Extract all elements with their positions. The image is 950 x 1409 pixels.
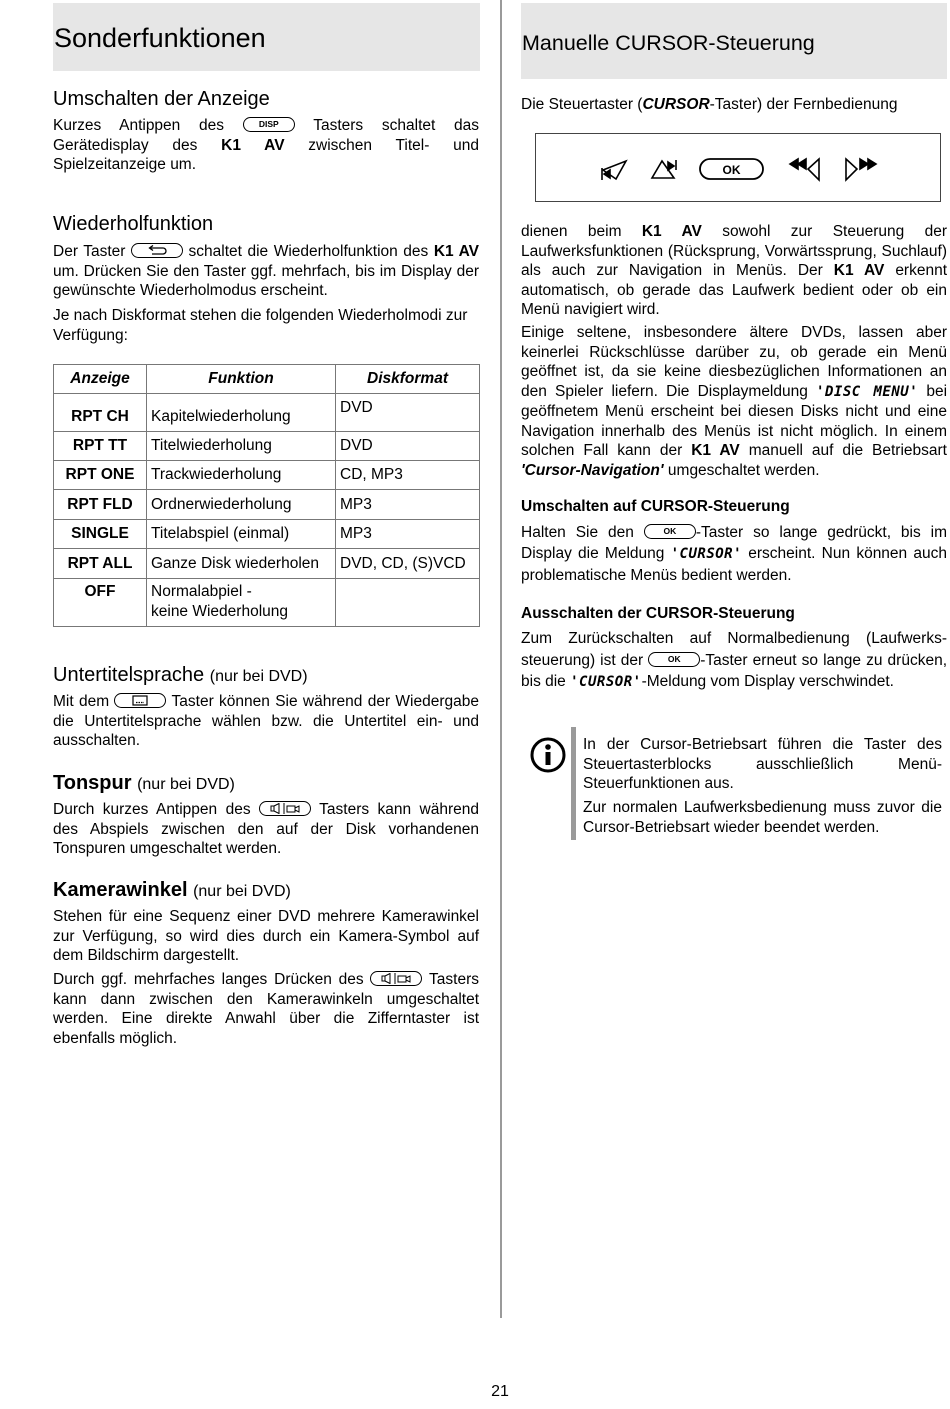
model-name: K1 AV [833,262,885,279]
table-header-cell: Funktion [147,365,336,394]
table-cell-display: RPT CH [54,394,147,432]
table-row [54,432,480,461]
skip-forward-icon [652,160,676,178]
table-cell-display: RPT ONE [54,461,147,490]
text-span: zwischen Titel- und Spielzeitanzeige um. [53,136,480,173]
info-text-2: Zur normalen Laufwerksbedienung muss zuvor die Cursor-Betriebsart wieder beendet werden. [583,799,942,836]
table-cell-format: DVD [336,394,480,432]
text-span: -Taster erneut so lange zu drücken, bis die [521,651,947,690]
table-cell-format: DVD, CD, (S)VCD [336,549,480,579]
angle-text-2 [53,970,479,1048]
lcd-message: 'CURSOR' [570,674,642,690]
repeat-text-1 [53,242,479,301]
info-text-1: In der Cursor-Betriebsart führen die Taster des Steuertasterblocks ausschließlich Menü-Steuerfunktionen aus. [583,736,942,792]
table-header-cell: Anzeige [54,365,147,394]
table-cell-function: Ganze Disk wiederholen [147,549,336,579]
text-span: -Meldung vom Display verschwindet. [641,673,894,690]
table-cell-format [336,579,480,627]
section-title-subtitle [53,663,308,689]
text-span: Mit dem [53,693,110,710]
table-row [54,579,480,627]
text-span: Durch kurzes Antippen des [53,801,251,818]
section-title-audio [53,771,235,797]
section-title-repeat: Wiederholfunktion [53,213,214,235]
model-name: K1 AV [641,223,702,240]
table-cell-format: MP3 [336,520,480,549]
remote-control-keys [535,133,941,202]
cursor-word: CURSOR [642,96,710,113]
table-cell-format: DVD [336,432,480,461]
text-span: Kurzes Antippen des [53,117,225,134]
disp-key-icon: DISP [243,117,295,132]
table-row [54,394,480,432]
text-span: Tasters schaltet das Gerätedisplay des [53,117,480,154]
repeat-text-2: Je nach Diskformat stehen die folgenden Wiederholmodi zur Verfügung: [53,307,468,344]
ok-key-icon: OK [644,524,696,539]
table-cell-display: RPT FLD [54,490,147,520]
text-span: dienen beim [521,223,622,240]
text-span: manuell auf die Betriebsart [748,442,947,459]
cursor-keys-illustration [536,134,942,203]
right-column-title: Manuelle CURSOR-Steuerung [522,31,815,55]
lcd-message: 'CURSOR' [670,546,743,562]
text-span: Der Taster [53,243,126,260]
repeat-modes-table [53,364,480,627]
text-span: Tasters kann dann zwischen den Kamerawinkeln umgeschaltet werden. Eine direkte Anwahl über die Zifferntaster ist ebenfalls möglich. [53,971,479,1047]
left-header-box [53,3,480,71]
model-name: K1 AV [221,136,285,154]
angle-text-1: Stehen für eine Sequenz einer DVD mehrere Kamerawinkel zur Verfügung, so wird dies durch ein Kamera-Symbol auf dem Bildschirm dargestellt. [53,908,479,964]
repeat-key-icon [131,243,183,258]
audio-text [53,800,479,859]
ok-key-label: OK [722,163,741,177]
text-span: erscheint. Nun können auch problematische Menüs bedient werden. [521,545,947,584]
table-cell-function: Trackwiederholung [147,461,336,490]
table-cell-function: Titelabspiel (einmal) [147,520,336,549]
subsection-title-on: Umschalten auf CURSOR-Steuerung [521,498,790,515]
speaker-camera-icon [268,803,302,814]
right-header-box [521,3,947,79]
repeat-arrow-icon [146,245,168,256]
text-span: Die Steuertaster ( [521,96,643,113]
ok-key-icon [700,159,763,179]
section-title-text: Tonspur [53,772,132,794]
text-span: Tasters kann während des Abspiels zwischen den auf der Disk vorhandenen Tonspuren umgeschaltet werden. [53,801,479,857]
skip-back-icon [602,161,626,180]
page-title: Sonderfunktionen [54,23,266,53]
section-title-display: Umschalten der Anzeige [53,88,270,110]
table-cell-display: SINGLE [54,520,147,549]
table-header-cell: Diskformat [336,365,480,394]
lcd-message: 'DISC MENU' [816,383,919,400]
table-cell-function: Titelwiederholung [147,432,336,461]
text-span: Einige seltene, insbesondere ältere DVDs, lassen aber keinerlei Rückschlüsse darüber zu, ob gerade ein Menü geöffnet ist, da sie keine diesbezüglichen Informationen an den Spieler liefern. Die Displaymeldung [521,324,947,400]
section-title-angle [53,878,291,904]
model-name: K1 AV [433,243,479,260]
info-icon [530,737,566,779]
table-cell-display: OFF [54,579,147,627]
cursor-text-1 [521,222,947,320]
section-note: (nur bei DVD) [193,883,291,900]
table-cell-function: Kapitelwiederholung [147,394,336,432]
ok-key-icon: OK [648,652,700,667]
table-row [54,490,480,520]
text-span: um. Drücken Sie den Taster ggf. mehrfach, bis im Display der gewünschte Wiederholmodus erscheint. [53,262,479,299]
text-span: bei geöffnetem Menü erscheint bei diesen Disks nicht und eine Navigation innerhalb des Menüs ist nicht möglich. In einem solchen Fall kann der [521,382,948,459]
subtitle-text [53,692,479,751]
table-row [54,461,480,490]
speaker-camera-icon [379,973,413,984]
table-cell-function: Ordnerwiederholung [147,490,336,520]
table-row [54,520,480,549]
info-bar [571,727,576,840]
cursor-off-text [521,628,947,694]
cursor-text-2 [521,323,947,480]
text-span: sowohl zur Steuerung der Laufwerksfunktionen (Rücksprung, Vorwärtssprung, Suchlauf) als auch zur Navigation in Menüs. Der [521,223,947,279]
text-span: Halten Sie den [521,524,634,541]
text-span: erkennt automatisch, ob gerade das Laufwerk bedient oder ob ein Menü navigiert wird. [521,262,948,318]
section-title-text: Untertitelsprache [53,664,205,686]
table-cell-format: CD, MP3 [336,461,480,490]
function-line: Normalabpiel - [151,583,252,600]
text-span: Taster können Sie während der Wiedergabe die Untertitelsprache wählen bzw. die Untertitel ein- und ausschalten. [53,693,480,749]
page-number: 21 [491,1383,509,1400]
section-title-text: Kamerawinkel [53,879,188,901]
subtitle-key-icon [114,693,166,708]
column-divider [500,0,502,1318]
text-span: Zum Zurückschalten auf Normalbedienung (Laufwerks-steuerung) ist der [521,630,947,669]
rewind-icon [790,159,819,180]
mode-name: 'Cursor-Navigation' [521,461,664,479]
text-span: umgeschaltet werden. [667,461,820,479]
subsection-title-off: Ausschalten der CURSOR-Steuerung [521,605,795,622]
angle-key-icon [370,971,422,986]
fast-forward-icon [846,159,876,180]
subtitle-icon [132,695,148,706]
text-span: Durch ggf. mehrfaches langes Drücken des [53,971,364,988]
model-name: K1 AV [691,442,740,459]
table-cell-format: MP3 [336,490,480,520]
table-cell-display: RPT TT [54,432,147,461]
table-row [54,549,480,579]
text-span: -Taster) der Fernbedienung [709,96,898,113]
audio-key-icon [259,801,311,816]
table-header-row [54,365,480,394]
function-line: keine Wiederholung [151,602,289,620]
section-note: (nur bei DVD) [209,668,308,685]
table-cell-display: RPT ALL [54,549,147,579]
text-span: -Taster so lange gedrückt, bis im Display die Meldung [521,524,947,562]
table-cell-function [147,579,336,627]
cursor-on-text [521,522,947,586]
text-span: schaltet die Wiederholfunktion des [188,243,429,260]
section-note: (nur bei DVD) [137,776,235,793]
cursor-intro [521,95,947,115]
display-switch-text [53,116,479,175]
